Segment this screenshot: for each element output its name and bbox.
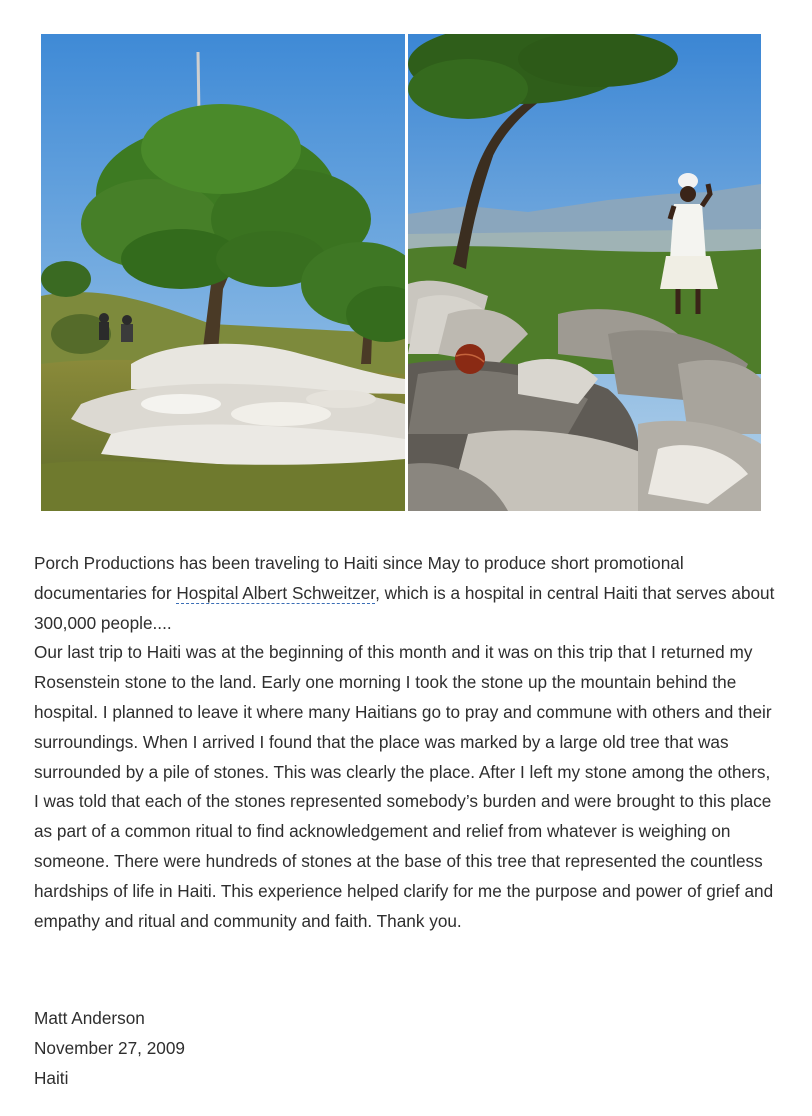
tree-hill-illustration xyxy=(41,34,405,511)
woman-stones-illustration xyxy=(408,34,761,511)
hospital-link[interactable]: Hospital Albert Schweitzer xyxy=(176,582,376,603)
intro-paragraph xyxy=(34,549,779,638)
signature-place: Haiti xyxy=(34,1068,69,1088)
photo-tree-on-hill xyxy=(41,34,405,511)
foreground-grass xyxy=(41,459,405,511)
intro-text-after-link: , which is a hospital in central Haiti that serves about 300,000 people.... xyxy=(34,582,775,633)
intro-text-before-link: Porch Productions has been traveling to Haiti since May to produce short promotional documentaries for xyxy=(34,553,684,603)
article-body xyxy=(34,549,779,936)
photo-woman-and-stones xyxy=(408,34,761,511)
signature-date: November 27, 2009 xyxy=(34,1038,185,1058)
author-name: Matt Anderson xyxy=(34,1008,145,1028)
story-paragraph: Our last trip to Haiti was at the beginning of this month and it was on this trip that I returned my Rosenstein stone to the land. Early one morning I took the stone up the mountain behind the hospital. I planned to leave it where many Haitians go to pray and commune with others and their surroundings. When I arrived I found that the place was marked by a large old tree that was surrounded by a pile of stones. This was clearly the place. After I left my stone among the others, I was told that each of the stones represented somebody’s burden and were brought to this place as part of a common ritual to find acknowledgement and relief from whatever is weighing on someone. There were hundreds of stones at the base of this tree that represented the countless hardships of life in Haiti. This experience helped clarify for me the purpose and power of grief and empathy and ritual and community and faith. Thank you. xyxy=(34,642,774,931)
signature-block xyxy=(34,1003,185,1093)
photo-diptych xyxy=(41,34,761,511)
shrub xyxy=(41,261,91,297)
